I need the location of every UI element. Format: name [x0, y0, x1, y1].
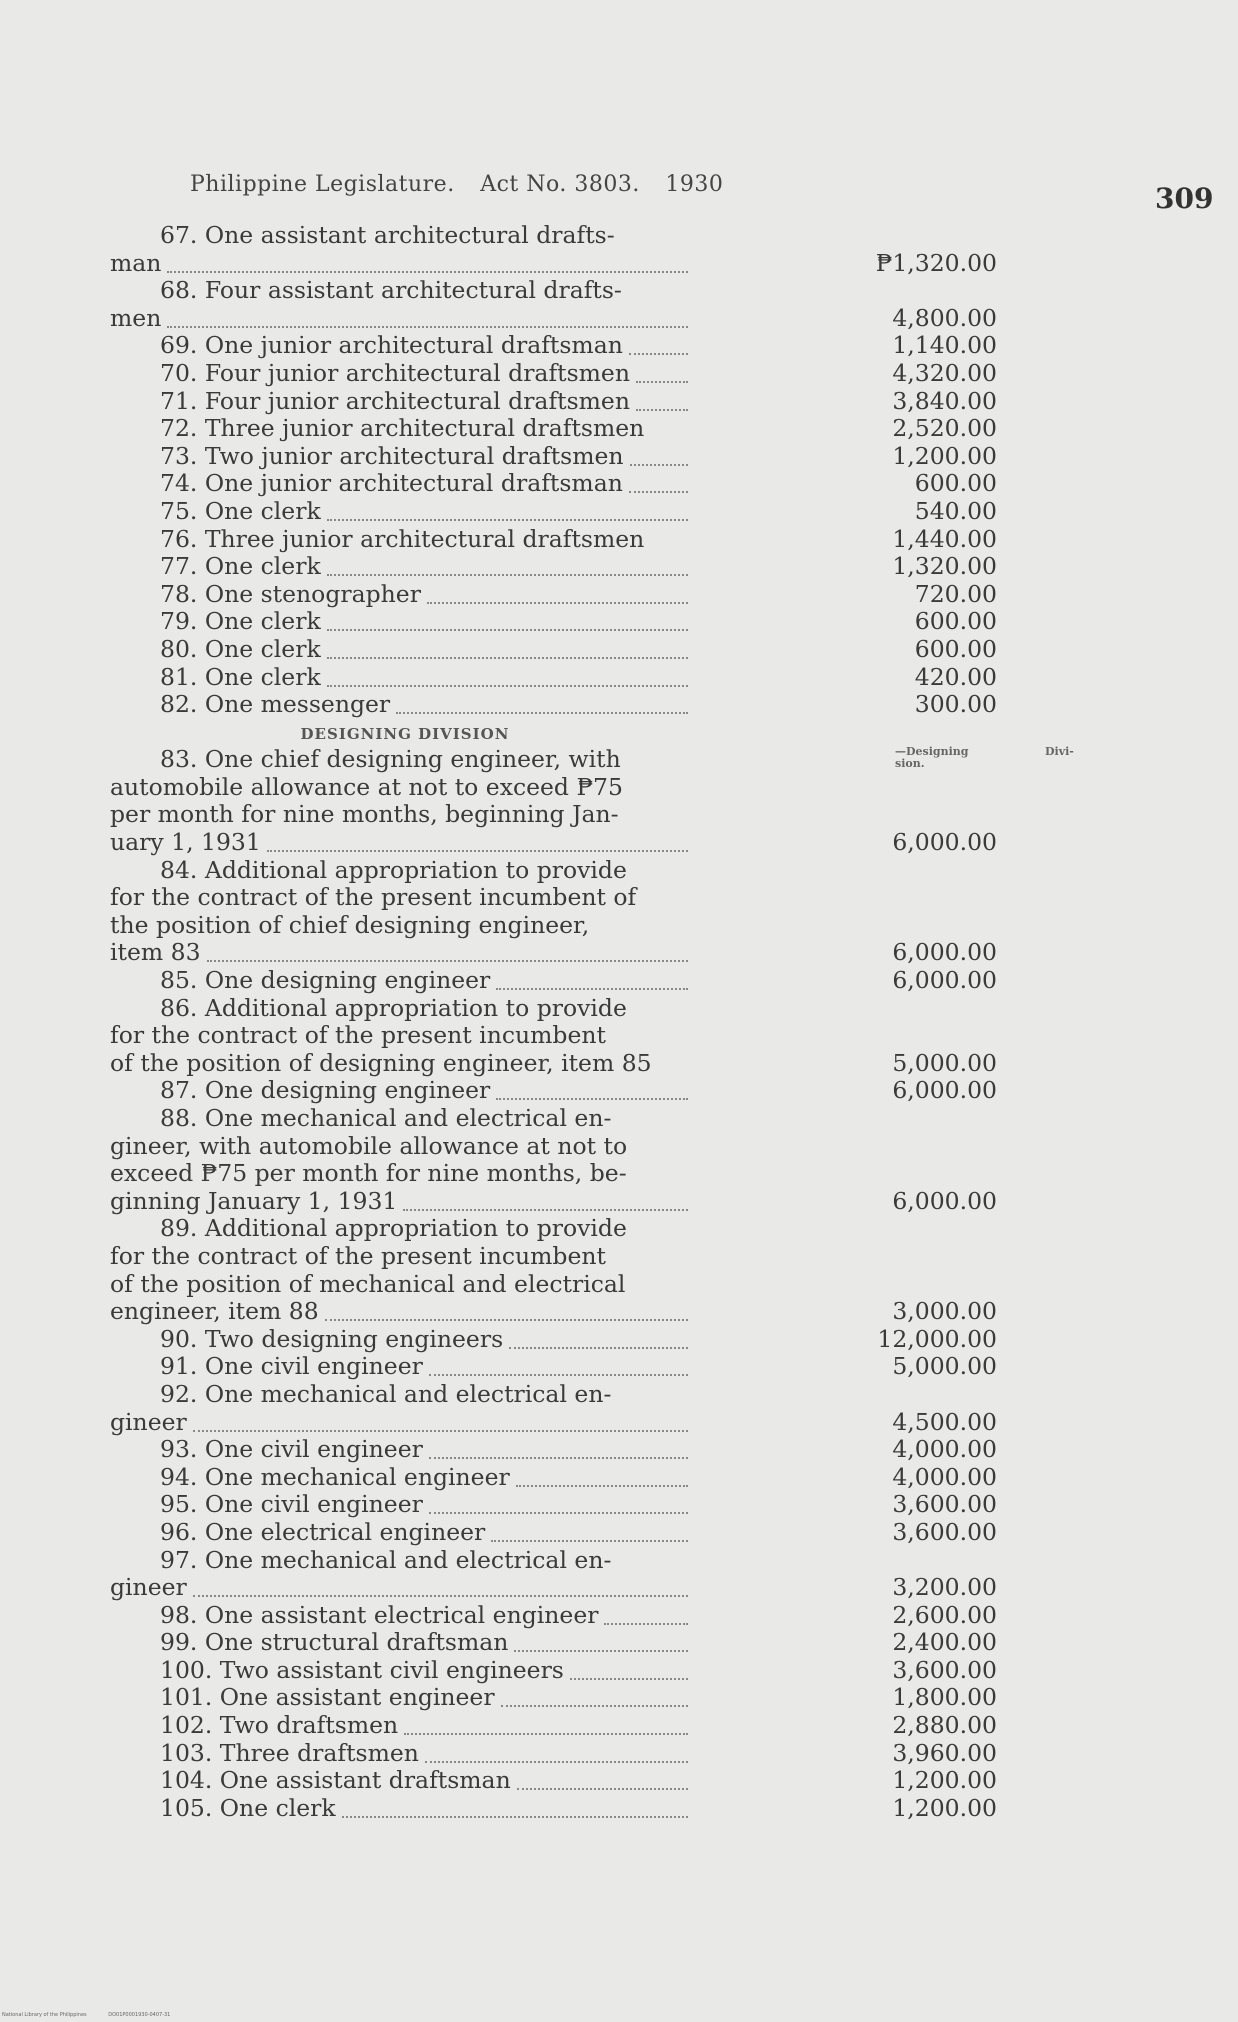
line-item [110, 1573, 997, 1602]
line-item [110, 303, 997, 333]
line-item [110, 1628, 997, 1657]
dot-leader [327, 519, 688, 521]
line-item-label: 70. Four junior architectural draftsmen [160, 359, 630, 387]
line-item-text [110, 332, 700, 360]
line-item-amount: 3,200.00 [892, 1573, 997, 1602]
line-item-label: 91. One civil engineer [160, 1353, 423, 1381]
line-item [110, 1490, 997, 1519]
dot-leader [501, 1705, 688, 1707]
line-item-text [110, 1022, 700, 1050]
line-item-text [110, 1574, 700, 1602]
line-item [110, 690, 997, 719]
line-item-text [110, 360, 700, 388]
line-item-label: item 83 [110, 939, 201, 967]
line-item-text [110, 636, 700, 664]
line-item-text [110, 746, 700, 774]
line-item-label: for the contract of the present incumbent [110, 1242, 606, 1270]
line-item-amount: 3,600.00 [892, 1655, 997, 1684]
running-header [190, 172, 741, 197]
line-item-label: gineer [110, 1574, 187, 1602]
footer-library: National Library of the Philippines [2, 2012, 87, 2018]
line-item-label: 102. Two draftsmen [160, 1712, 399, 1740]
line-item-label: 99. One structural draftsman [160, 1629, 509, 1657]
line-item-text [110, 1326, 700, 1354]
dot-leader [496, 988, 688, 990]
line-item-text [110, 498, 700, 526]
line-item-text [110, 912, 700, 940]
line-item-label: 90. Two designing engineers [160, 1325, 504, 1353]
line-item [110, 248, 997, 278]
line-item [110, 746, 900, 774]
line-item-text [110, 1381, 700, 1409]
dot-leader [167, 326, 688, 328]
line-item [110, 1517, 997, 1547]
dot-leader [404, 1733, 688, 1735]
line-item-amount: 300.00 [914, 690, 997, 719]
line-item-label: 69. One junior architectural draftsman [160, 332, 623, 360]
line-item-label: 87. One designing engineer [160, 1077, 491, 1105]
line-item-text [110, 1464, 700, 1492]
line-item [110, 579, 997, 609]
line-item [110, 1683, 997, 1712]
line-item-text [110, 1160, 700, 1188]
line-item [110, 469, 997, 498]
line-item-amount: 1,200.00 [892, 1793, 997, 1822]
line-item [110, 1048, 997, 1078]
margin-note-right: Divi- [1045, 745, 1074, 758]
line-item-label: of the position of designing engineer, item 85 [110, 1049, 652, 1077]
line-item-label: 74. One junior architectural draftsman [160, 470, 623, 498]
line-item-text [110, 415, 700, 443]
line-item-label: 76. Three junior architectural draftsmen [160, 525, 645, 553]
general-items [110, 222, 997, 719]
line-item-amount: 3,840.00 [892, 386, 997, 415]
line-item-label: 81. One clerk [160, 663, 321, 691]
line-item-amount: 4,800.00 [892, 303, 997, 332]
line-item-text [110, 774, 700, 802]
line-item-text [110, 277, 700, 305]
header-year: 1930 [665, 172, 724, 197]
dot-leader [342, 1816, 688, 1818]
line-item-text [110, 443, 700, 471]
line-item-text [110, 1657, 700, 1685]
line-item [110, 441, 997, 471]
line-item [110, 1655, 997, 1685]
line-item [110, 524, 997, 554]
line-item-amount: 600.00 [914, 607, 997, 636]
section-title: DESIGNING DIVISION [300, 724, 510, 743]
line-item-label: 92. One mechanical and electrical en- [160, 1380, 612, 1408]
line-item-label: 98. One assistant electrical engineer [160, 1601, 599, 1629]
line-item-label: exceed ₱75 per month for nine months, be- [110, 1160, 627, 1188]
line-item-text [110, 967, 700, 995]
dot-leader [629, 353, 688, 355]
line-item-label: gineer, with automobile allowance at not to [110, 1132, 628, 1160]
line-item-amount: 2,600.00 [892, 1600, 997, 1629]
line-item-text [110, 1298, 700, 1326]
line-item-text [110, 1050, 700, 1078]
line-item [110, 1352, 997, 1381]
line-item-amount: 420.00 [914, 662, 997, 691]
dot-leader [193, 1595, 688, 1597]
line-item [110, 1076, 997, 1105]
line-item-amount: 1,140.00 [892, 331, 997, 360]
line-item [110, 1793, 997, 1823]
line-item [110, 884, 900, 912]
line-item [110, 1105, 900, 1133]
line-item-amount: 1,440.00 [892, 524, 997, 553]
line-item-text [110, 1188, 700, 1216]
dot-leader [325, 1319, 688, 1321]
line-item-text [110, 1740, 700, 1768]
line-item [110, 358, 997, 388]
line-item [110, 1271, 900, 1299]
line-item [110, 938, 997, 967]
line-item-amount: 6,000.00 [892, 966, 997, 995]
dot-leader [636, 381, 688, 383]
margin-note [895, 746, 1095, 770]
line-item-text [110, 1271, 700, 1299]
line-item-label: 83. One chief designing engineer, with [160, 746, 621, 774]
line-item [110, 966, 997, 995]
line-item-text [110, 1077, 700, 1105]
line-item-text [110, 1602, 700, 1630]
line-item-amount: 2,520.00 [892, 414, 997, 443]
line-item-label: 93. One civil engineer [160, 1436, 423, 1464]
line-item-label: 67. One assistant architectural drafts- [160, 222, 615, 249]
line-item-label: uary 1, 1931 [110, 829, 261, 857]
dot-leader [636, 409, 688, 411]
line-item-amount: 2,880.00 [892, 1711, 997, 1740]
page-number: 309 [1155, 182, 1214, 215]
header-act: Act No. 3803. [480, 172, 640, 197]
line-item [110, 1381, 900, 1409]
line-item [110, 1711, 997, 1740]
line-item-label: 94. One mechanical engineer [160, 1463, 510, 1491]
line-item-amount: 4,000.00 [892, 1462, 997, 1491]
line-item-label: 80. One clerk [160, 635, 321, 663]
line-item-label: 89. Additional appropriation to provide [160, 1215, 627, 1243]
line-item [110, 774, 900, 802]
line-item [110, 1160, 900, 1188]
dot-leader [429, 1512, 688, 1514]
line-item-label: man [110, 249, 162, 277]
line-item-text [110, 470, 700, 498]
dot-leader [429, 1457, 688, 1459]
line-item-label: 101. One assistant engineer [160, 1684, 495, 1712]
dot-leader [629, 491, 688, 493]
dot-leader [425, 1761, 688, 1763]
line-item-text [110, 829, 700, 857]
line-item-amount: 3,000.00 [892, 1297, 997, 1326]
line-item-label: 72. Three junior architectural draftsmen [160, 415, 645, 443]
dot-leader [514, 1650, 688, 1652]
line-item [110, 995, 900, 1023]
line-item-text [110, 553, 700, 581]
dot-leader [327, 685, 688, 687]
line-item [110, 1297, 997, 1326]
line-item [110, 1547, 900, 1575]
dot-leader [630, 464, 688, 466]
line-item-label: 97. One mechanical and electrical en- [160, 1546, 612, 1574]
line-item [110, 1600, 997, 1630]
line-item-label: 96. One electrical engineer [160, 1518, 486, 1546]
dot-leader [516, 1485, 688, 1487]
line-item-text [110, 801, 700, 829]
line-item-text [110, 305, 700, 333]
line-item [110, 1022, 900, 1050]
line-item [110, 1324, 997, 1354]
line-item-label: 103. Three draftsmen [160, 1739, 419, 1767]
line-item [110, 1243, 900, 1271]
dot-leader [491, 1540, 688, 1542]
line-item-text [110, 1353, 700, 1381]
line-item-text [110, 1133, 700, 1161]
line-item-text [110, 664, 700, 692]
line-item [110, 607, 997, 636]
dot-leader [327, 574, 688, 576]
line-item [110, 912, 900, 940]
margin-note-left: —Designing sion. [895, 745, 969, 770]
line-item-label: 105. One clerk [160, 1794, 336, 1822]
line-item-amount: 3,600.00 [892, 1490, 997, 1519]
line-item [110, 277, 900, 305]
line-item-label: 78. One stenographer [160, 580, 421, 608]
line-item-label: men [110, 304, 162, 332]
line-item [110, 1133, 900, 1161]
line-item-label: 95. One civil engineer [160, 1491, 423, 1519]
line-item-text [110, 581, 700, 609]
dot-leader [604, 1623, 688, 1625]
line-item-text [110, 1243, 700, 1271]
line-item-amount: 1,200.00 [892, 441, 997, 470]
line-item-text [110, 1491, 700, 1519]
line-item [110, 414, 997, 443]
line-item [110, 1215, 900, 1243]
line-item-amount: 600.00 [914, 469, 997, 498]
line-item-amount: 4,500.00 [892, 1407, 997, 1436]
line-item-text [110, 1684, 700, 1712]
line-item-label: 68. Four assistant architectural drafts- [160, 277, 622, 305]
line-item-text [110, 526, 700, 554]
line-item-text [110, 1712, 700, 1740]
dot-leader [396, 712, 688, 714]
line-item [110, 828, 997, 857]
line-item-text [110, 1629, 700, 1657]
line-item-label: 82. One messenger [160, 691, 391, 719]
line-item-text [110, 884, 700, 912]
line-item-text [110, 1795, 700, 1823]
line-item-label: for the contract of the present incumbent of [110, 884, 637, 912]
line-item-label: 88. One mechanical and electrical en- [160, 1105, 612, 1132]
line-item [110, 662, 997, 692]
line-item-label: ginning January 1, 1931 [110, 1187, 398, 1215]
dot-leader [517, 1788, 688, 1790]
line-item-label: per month for nine months, beginning Jan- [110, 801, 619, 829]
line-item-label: 73. Two junior architectural draftsmen [160, 442, 624, 470]
line-item [110, 1462, 997, 1492]
line-item-amount: 4,000.00 [892, 1435, 997, 1464]
line-item-label: 71. Four junior architectural draftsmen [160, 387, 630, 415]
line-item-text [110, 1215, 700, 1243]
dot-leader [509, 1347, 688, 1349]
dot-leader [193, 1430, 688, 1432]
line-item-label: of the position of mechanical and electrical [110, 1270, 626, 1298]
line-item [110, 634, 997, 664]
line-item-label: 84. Additional appropriation to provide [160, 856, 627, 884]
line-item-amount: 540.00 [914, 496, 997, 525]
line-item-text [110, 250, 700, 278]
line-item [110, 552, 997, 581]
line-item-label: automobile allowance at not to exceed ₱75 [110, 773, 623, 801]
dot-leader [167, 271, 688, 273]
line-item-text [110, 1409, 700, 1437]
line-item-text [110, 1105, 700, 1133]
line-item [110, 222, 900, 250]
line-item-text [110, 1767, 700, 1795]
line-item-text [110, 1436, 700, 1464]
line-item [110, 857, 900, 885]
line-item-label: 79. One clerk [160, 608, 321, 636]
line-item-label: engineer, item 88 [110, 1298, 319, 1326]
dot-leader [267, 850, 688, 852]
line-item [110, 1738, 997, 1768]
dot-leader [427, 602, 688, 604]
line-item-amount: 2,400.00 [892, 1628, 997, 1657]
line-item-label: 104. One assistant draftsman [160, 1767, 511, 1795]
line-item-label: gineer [110, 1408, 187, 1436]
line-item-text [110, 995, 700, 1023]
dot-leader [327, 629, 688, 631]
line-item-label: 100. Two assistant civil engineers [160, 1656, 564, 1684]
line-item-amount: 1,800.00 [892, 1683, 997, 1712]
line-item-text [110, 691, 700, 719]
line-item-amount: 1,320.00 [892, 552, 997, 581]
line-item-text [110, 222, 700, 250]
line-item-amount: 3,600.00 [892, 1517, 997, 1546]
line-item [110, 331, 997, 360]
line-item [110, 1186, 997, 1216]
line-item-amount: 4,320.00 [892, 358, 997, 387]
line-item-text [110, 939, 700, 967]
line-item-amount: 6,000.00 [892, 1186, 997, 1215]
line-item-label: 75. One clerk [160, 497, 321, 525]
line-item-amount: 12,000.00 [877, 1324, 997, 1353]
dot-leader [570, 1678, 688, 1680]
line-item-amount: 5,000.00 [892, 1048, 997, 1077]
line-item-label: 77. One clerk [160, 553, 321, 581]
header-title: Philippine Legislature. [190, 172, 455, 197]
line-item-label: 85. One designing engineer [160, 967, 491, 995]
line-item-text [110, 608, 700, 636]
dot-leader [207, 960, 688, 962]
line-item-text [110, 857, 700, 885]
footer-id: DO01P0001930-0407-31 [108, 2012, 171, 2018]
line-item-amount: 600.00 [914, 634, 997, 663]
scan-footer [2, 2012, 190, 2018]
line-item-text [110, 388, 700, 416]
dot-leader [496, 1098, 688, 1100]
dot-leader [429, 1374, 688, 1376]
line-item-amount: 6,000.00 [892, 938, 997, 967]
line-item [110, 496, 997, 526]
line-item-label: the position of chief designing engineer, [110, 911, 590, 939]
line-item-amount: 3,960.00 [892, 1738, 997, 1767]
line-item [110, 1766, 997, 1795]
dot-leader [327, 657, 688, 659]
line-item-label: for the contract of the present incumbent [110, 1022, 606, 1050]
line-item-amount: ₱1,320.00 [875, 248, 997, 277]
line-item [110, 1407, 997, 1437]
line-item-label: 86. Additional appropriation to provide [160, 994, 627, 1022]
line-item [110, 801, 900, 829]
line-item-amount: 1,200.00 [892, 1766, 997, 1795]
line-item-amount: 6,000.00 [892, 828, 997, 857]
line-item-amount: 6,000.00 [892, 1076, 997, 1105]
line-item-amount: 720.00 [914, 579, 997, 608]
line-item-amount: 5,000.00 [892, 1352, 997, 1381]
line-item-text [110, 1547, 700, 1575]
dot-leader [403, 1209, 688, 1211]
line-item-text [110, 1519, 700, 1547]
line-item [110, 386, 997, 416]
line-item [110, 1435, 997, 1464]
